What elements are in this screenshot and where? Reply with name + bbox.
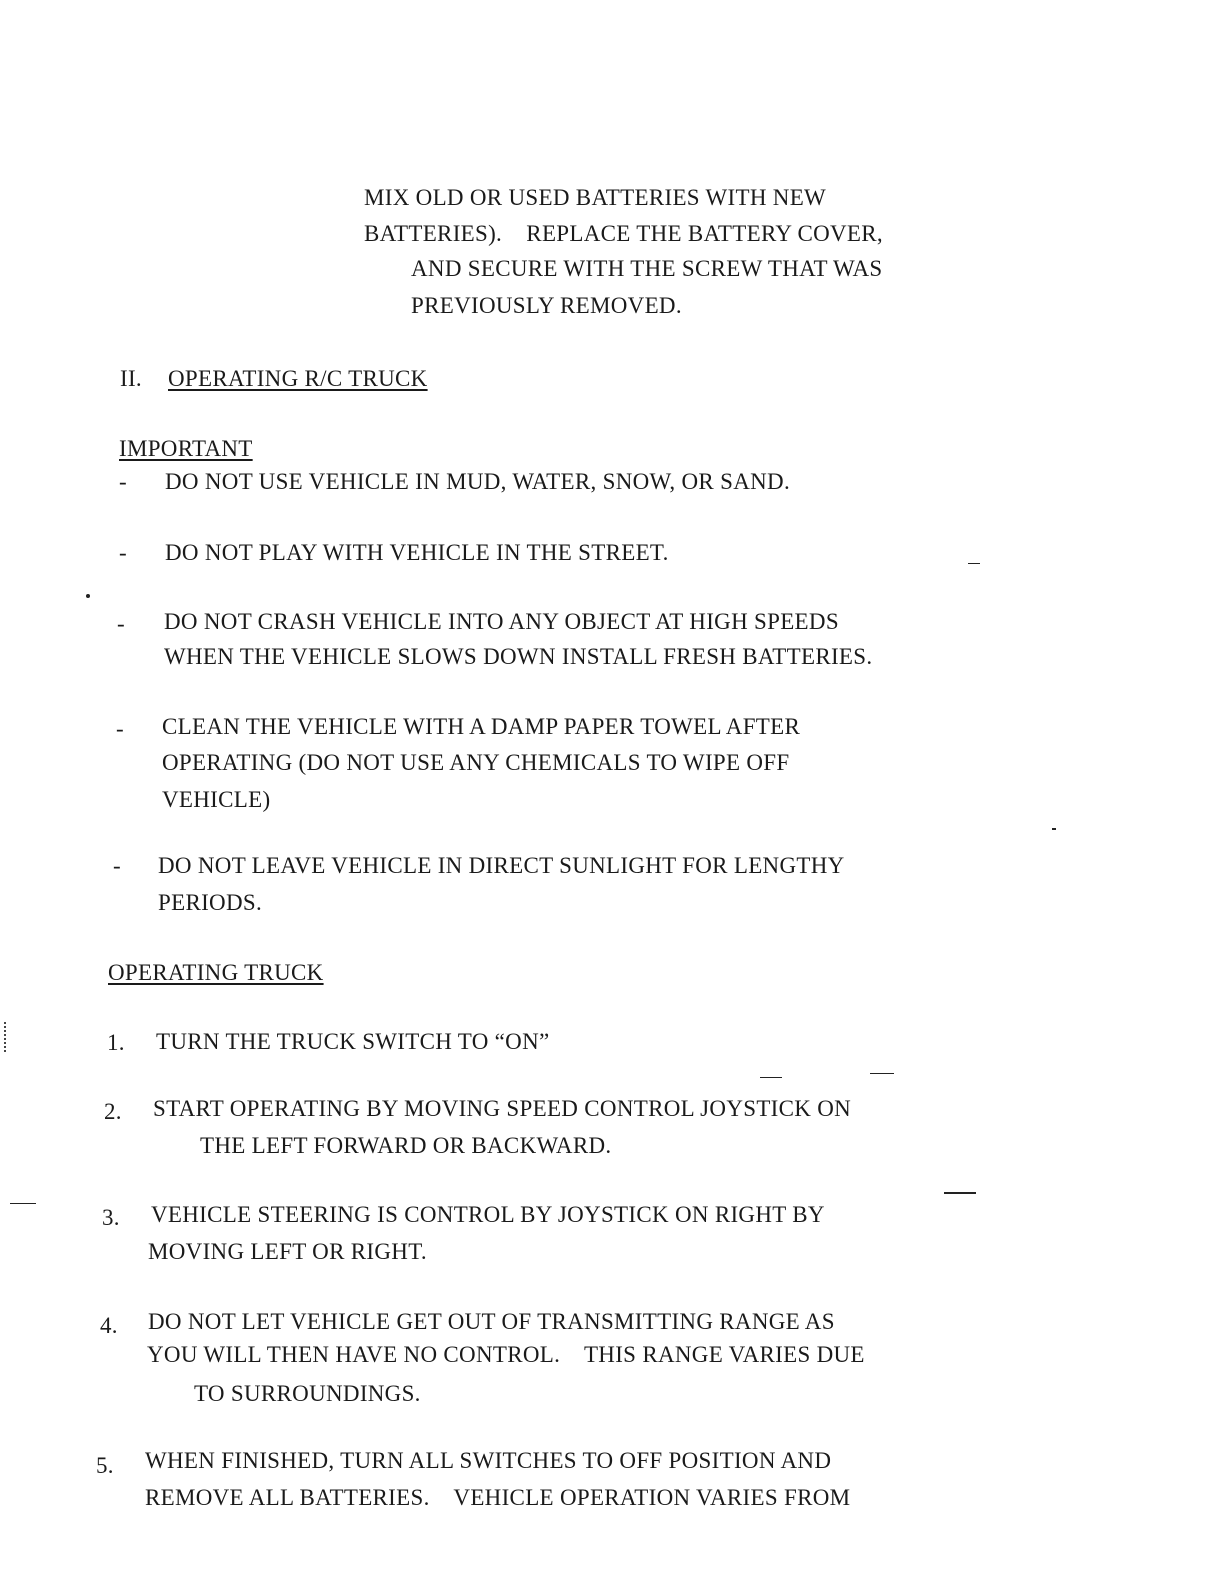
step-number: 3.	[102, 1205, 120, 1230]
step-line: REMOVE ALL BATTERIES. VEHICLE OPERATION VARIES FROM	[145, 1485, 851, 1510]
scan-speck	[1052, 828, 1056, 830]
scan-speck	[10, 1203, 36, 1204]
intro-line: MIX OLD OR USED BATTERIES WITH NEW	[364, 185, 827, 210]
step-line: DO NOT LET VEHICLE GET OUT OF TRANSMITTING RANGE AS	[148, 1309, 835, 1334]
important-item-line: DO NOT USE VEHICLE IN MUD, WATER, SNOW, OR SAND.	[165, 469, 790, 494]
intro-line: PREVIOUSLY REMOVED.	[411, 293, 682, 318]
bullet-dash: -	[116, 716, 124, 741]
important-item-line: PERIODS.	[158, 890, 263, 915]
step-line: WHEN FINISHED, TURN ALL SWITCHES TO OFF POSITION AND	[145, 1448, 832, 1473]
step-line: MOVING LEFT OR RIGHT.	[148, 1239, 427, 1264]
bullet-dash: -	[119, 540, 127, 565]
intro-line: BATTERIES). REPLACE THE BATTERY COVER,	[364, 221, 883, 246]
step-number: 2.	[104, 1099, 122, 1124]
bullet-dash: -	[119, 469, 127, 494]
step-line: THE LEFT FORWARD OR BACKWARD.	[200, 1133, 612, 1158]
important-item-line: CLEAN THE VEHICLE WITH A DAMP PAPER TOWEL AFTER	[162, 714, 801, 739]
bullet-dash: -	[117, 611, 125, 636]
section-title: OPERATING R/C TRUCK	[168, 366, 428, 391]
step-line: TO SURROUNDINGS.	[194, 1381, 421, 1406]
important-item-line: VEHICLE)	[162, 787, 271, 812]
step-number: 1.	[107, 1030, 125, 1055]
important-item-line: DO NOT PLAY WITH VEHICLE IN THE STREET.	[165, 540, 669, 565]
scan-speck	[86, 594, 90, 598]
step-line: TURN THE TRUCK SWITCH TO “ON”	[156, 1029, 550, 1054]
important-heading: IMPORTANT	[119, 436, 253, 461]
step-number: 4.	[100, 1313, 118, 1338]
important-item-line: DO NOT LEAVE VEHICLE IN DIRECT SUNLIGHT FOR LENGTHY	[158, 853, 845, 878]
important-item-line: WHEN THE VEHICLE SLOWS DOWN INSTALL FRESH BATTERIES.	[164, 644, 873, 669]
important-item-line: DO NOT CRASH VEHICLE INTO ANY OBJECT AT HIGH SPEEDS	[164, 609, 839, 634]
scan-speck	[760, 1077, 782, 1078]
step-line: VEHICLE STEERING IS CONTROL BY JOYSTICK ON RIGHT BY	[151, 1202, 825, 1227]
important-item-line: OPERATING (DO NOT USE ANY CHEMICALS TO WIPE OFF	[162, 750, 790, 775]
scan-speck	[4, 1022, 26, 1052]
scan-speck	[944, 1192, 976, 1194]
bullet-dash: -	[113, 853, 121, 878]
step-line: START OPERATING BY MOVING SPEED CONTROL JOYSTICK ON	[153, 1096, 852, 1121]
intro-line: AND SECURE WITH THE SCREW THAT WAS	[411, 256, 883, 281]
scan-speck	[968, 563, 980, 564]
step-number: 5.	[96, 1453, 114, 1478]
step-line: YOU WILL THEN HAVE NO CONTROL. THIS RANGE VARIES DUE	[147, 1342, 865, 1367]
scan-speck	[870, 1073, 894, 1074]
operating-heading: OPERATING TRUCK	[108, 960, 324, 985]
section-numeral: II.	[120, 366, 142, 391]
